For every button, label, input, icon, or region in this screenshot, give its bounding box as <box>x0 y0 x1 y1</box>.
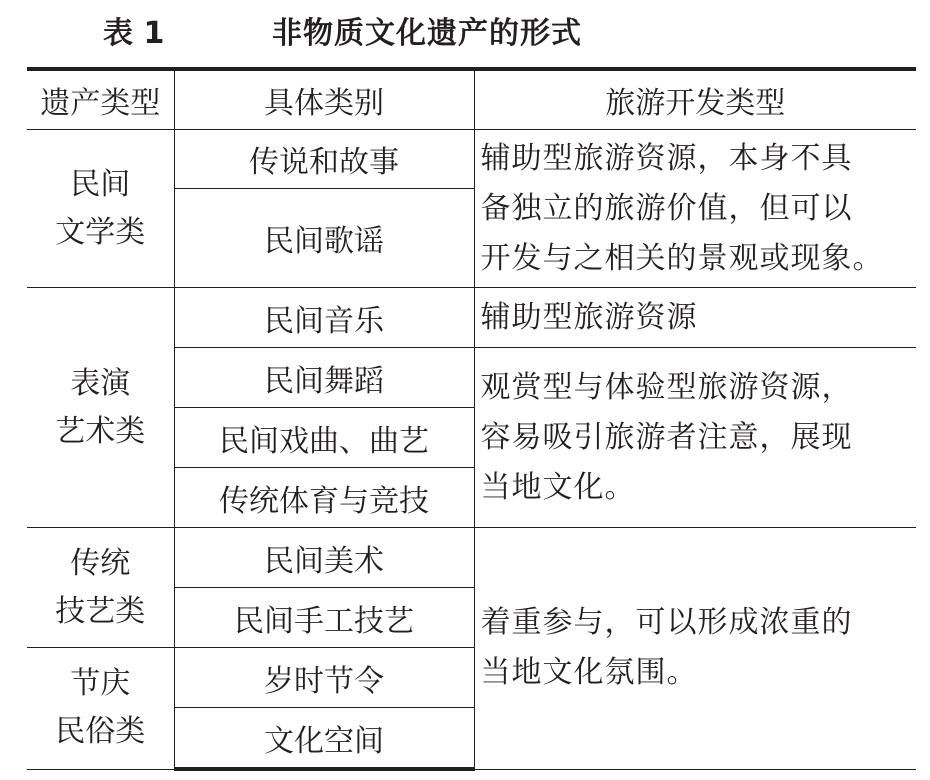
tourism-line: 辅助型旅游资源 <box>480 299 698 335</box>
tourism-cell <box>474 130 916 288</box>
table-number: 表 1 <box>103 16 165 51</box>
header-heritage-type: 遗产类型 <box>27 69 174 130</box>
category-line: 民俗类 <box>55 714 146 750</box>
tourism-line: 辅助型旅游资源，本身不具 <box>480 140 853 176</box>
item-cell: 岁时节令 <box>174 648 474 708</box>
category-festivals-folk-customs <box>27 648 174 770</box>
category-folk-literature <box>27 130 174 288</box>
table-row <box>27 528 916 588</box>
item-cell: 民间戏曲、曲艺 <box>174 408 474 468</box>
tourism-line: 着重参与，可以形成浓重的 <box>480 605 853 641</box>
tourism-cell <box>474 288 916 348</box>
tourism-line: 当地文化氛围。 <box>480 655 698 691</box>
heritage-forms-table <box>27 67 916 771</box>
item-cell: 文化空间 <box>174 708 474 770</box>
item-cell: 民间歌谣 <box>174 189 474 288</box>
table-title: 非物质文化遗产的形式 <box>272 16 582 51</box>
table-row <box>27 288 916 348</box>
tourism-cell <box>474 348 916 528</box>
category-line: 表演 <box>70 365 131 401</box>
tourism-cell <box>474 528 916 770</box>
tourism-line: 观赏型与体验型旅游资源， <box>480 369 853 405</box>
category-line: 技艺类 <box>55 593 146 629</box>
category-performing-arts <box>27 288 174 528</box>
tourism-line: 开发与之相关的景观或现象。 <box>480 240 884 276</box>
category-line: 民间 <box>70 166 131 202</box>
table-header-row <box>27 69 916 130</box>
item-cell: 民间舞蹈 <box>174 348 474 408</box>
header-specific-category: 具体类别 <box>174 69 474 130</box>
category-line: 传统 <box>70 545 131 581</box>
tourism-line: 备独立的旅游价值，但可以 <box>480 190 853 226</box>
tourism-line: 容易吸引旅游者注意，展现 <box>480 419 853 455</box>
category-traditional-crafts <box>27 528 174 648</box>
category-line: 艺术类 <box>55 413 146 449</box>
item-cell: 民间音乐 <box>174 288 474 348</box>
item-cell: 民间美术 <box>174 528 474 588</box>
category-line: 节庆 <box>70 666 131 702</box>
item-cell: 传说和故事 <box>174 130 474 189</box>
table-caption <box>0 8 930 50</box>
item-cell: 传统体育与竞技 <box>174 468 474 528</box>
header-tourism-type: 旅游开发类型 <box>474 69 916 130</box>
category-line: 文学类 <box>55 214 146 250</box>
tourism-line: 当地文化。 <box>480 469 636 505</box>
item-cell: 民间手工技艺 <box>174 588 474 648</box>
table-row <box>27 130 916 189</box>
